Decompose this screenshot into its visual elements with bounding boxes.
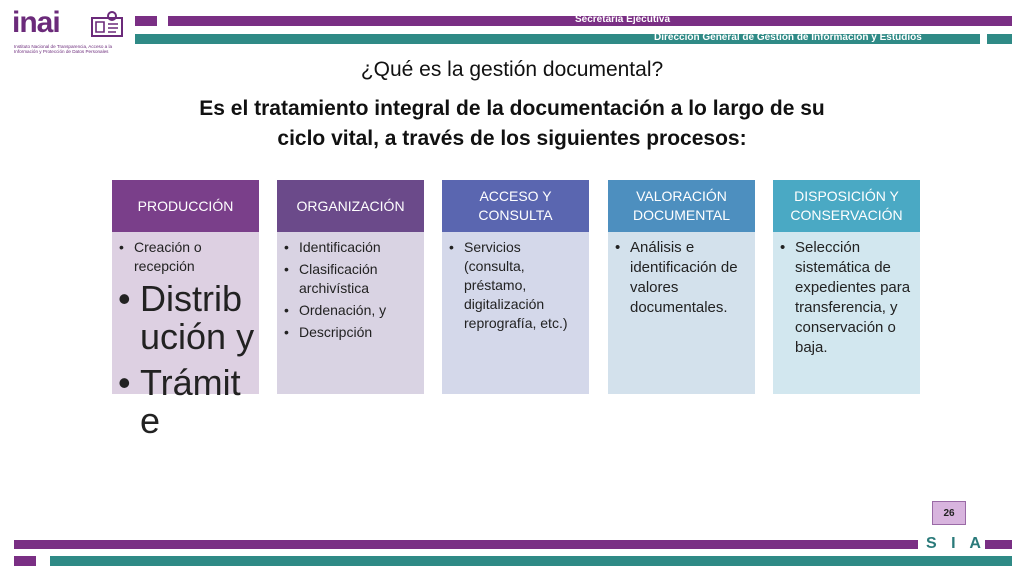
header-purple-block	[135, 16, 157, 26]
column-list	[448, 238, 584, 336]
header-top-text: Secretaría Ejecutiva	[575, 14, 671, 25]
list-item: • Creación o recepción	[118, 238, 254, 276]
column-heading: VALORACIÓN DOCUMENTAL	[608, 180, 755, 232]
column-heading: DISPOSICIÓN Y CONSERVACIÓN	[773, 180, 920, 232]
column-heading: ACCESO Y CONSULTA	[442, 180, 589, 232]
logo-subtitle: Instituto Nacional de Transparencia, Acceso a la Información y Protección de Datos Personales	[14, 44, 113, 55]
list-item: • Servicios (consulta, préstamo, digitalización reprografía, etc.)	[448, 238, 584, 333]
page-number: 26	[932, 501, 966, 525]
footer-brand: S I A	[926, 535, 986, 552]
slide-title: ¿Qué es la gestión documental?	[360, 58, 664, 81]
footer-purple-bar	[14, 540, 918, 549]
slide-subtitle-line1: Es el tratamiento integral de la documentación a lo largo de su	[199, 97, 825, 120]
header-teal-bar	[135, 34, 980, 44]
list-item: • Análisis e identificación de valores documentales.	[614, 238, 750, 318]
header-teal-end	[987, 34, 1012, 44]
logo-emblem-icon	[90, 10, 124, 38]
list-item: • Clasificación archivística	[283, 260, 419, 298]
list-item-large: • Trámit e	[118, 364, 258, 440]
column-list	[118, 238, 254, 279]
column-large-list	[118, 280, 258, 448]
inai-logo	[12, 6, 122, 58]
header-purple-bar	[168, 16, 1012, 26]
column-list	[614, 238, 750, 321]
column-heading: PRODUCCIÓN	[112, 180, 259, 232]
column-list	[283, 238, 419, 345]
footer-purple-block	[14, 556, 36, 566]
header-second-text: Dirección General de Gestión de Información y Estudios	[654, 32, 922, 43]
logo-wordmark: inai	[12, 6, 60, 39]
slide-subtitle-line2: ciclo vital, a través de los siguientes procesos:	[277, 127, 747, 150]
list-item: • Ordenación, y	[283, 301, 419, 320]
column-list	[779, 238, 915, 361]
list-item: • Selección sistemática de expedientes para transferencia, y conservación o baja.	[779, 238, 915, 358]
list-item-large: • Distrib ución y	[118, 280, 258, 356]
footer-teal-bar	[50, 556, 1012, 566]
list-item: • Identificación	[283, 238, 419, 257]
column-heading: ORGANIZACIÓN	[277, 180, 424, 232]
list-item: • Descripción	[283, 323, 419, 342]
footer-purple-end	[985, 540, 1012, 549]
